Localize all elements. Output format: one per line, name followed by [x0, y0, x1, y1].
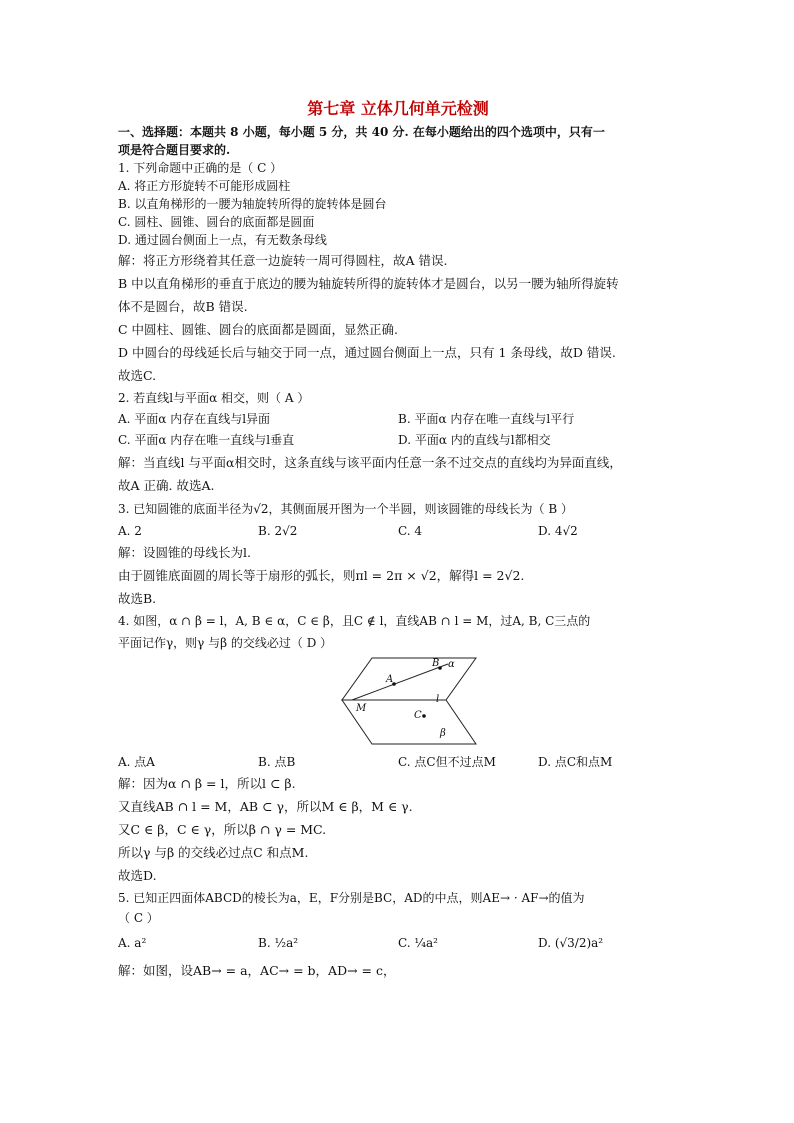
q3-option-c: C. 4: [398, 524, 423, 538]
q4-solution-line: 又直线AB ∩ l = M，AB ⊂ γ，所以M ∈ β，M ∈ γ.: [118, 799, 413, 814]
q1-solution-line: B 中以直角梯形的垂直于底边的腰为轴旋转所得的旋转体才是圆台，以另一腰为轴所得旋转: [118, 276, 619, 291]
q2-options-row: [118, 409, 678, 430]
q4-solution-line: 又C ∈ β，C ∈ γ，所以β ∩ γ = MC.: [118, 822, 327, 837]
q1-option-b: B. 以直角梯形的一腰为轴旋转所得的旋转体是圆台: [118, 197, 387, 211]
section-heading-cont: 项是符合题目要求的.: [118, 143, 231, 157]
q1-solution-line: D 中圆台的母线延长后与轴交于同一点，通过圆台侧面上一点，只有 1 条母线，故D 错误.: [118, 345, 616, 360]
q2-option-a: A. 平面α 内存在直线与l异面: [118, 412, 271, 426]
line-ab: [352, 664, 448, 700]
dihedral-planes-figure: [340, 656, 480, 746]
document-page: [118, 96, 678, 982]
q2-stem: 2. 若直线l与平面α 相交，则（ A ）: [118, 391, 310, 405]
q4-option-c: C. 点C但不过点M: [398, 755, 496, 769]
q3-options-row: [118, 521, 678, 541]
q3-solution-line: 由于圆锥底面圆的周长等于扇形的弧长，则πl = 2π × √2，解得l = 2√2.: [118, 568, 525, 583]
q3-option-a: A. 2: [118, 524, 142, 538]
q2-option-b: B. 平面α 内存在唯一直线与l平行: [398, 412, 575, 426]
q1-option-d: D. 通过圆台侧面上一点，有无数条母线: [118, 233, 327, 247]
q5-option-d: D. (√3/2)a²: [538, 936, 604, 950]
q4-option-a: A. 点A: [118, 755, 155, 769]
q1-option-a: A. 将正方形旋转不可能形成圆柱: [118, 179, 291, 193]
q2-solution: [118, 451, 678, 497]
q5-solution: 解：如图，设AB→ = a，AC→ = b，AD→ = c，: [118, 963, 396, 978]
q5-options-row: [118, 927, 678, 959]
q2-option-c: C. 平面α 内存在唯一直线与l垂直: [118, 433, 295, 447]
q5-option-a: A. a²: [118, 936, 147, 950]
point-c-dot: [422, 714, 426, 718]
q4-stem: 4. 如图，α ∩ β = l，A, B ∈ α，C ∈ β，且C ∉ l，直线AB ∩ l = M，过A, B, C三点的: [118, 614, 591, 628]
q3-option-d: D. 4√2: [538, 524, 578, 538]
q1-stem: 1. 下列命题中正确的是（ C ）: [118, 161, 283, 175]
q3-solution-line: 解：设圆锥的母线长为l.: [118, 545, 251, 560]
q2-solution-line: 故A 正确. 故选A.: [118, 478, 215, 493]
q4-solution-line: 解：因为α ∩ β = l，所以l ⊂ β.: [118, 776, 296, 791]
label-m: M: [356, 703, 367, 714]
q4-options-row: [118, 752, 678, 772]
q1-solution-line: C 中圆柱、圆锥、圆台的底面都是圆面，显然正确.: [118, 322, 399, 337]
q2-option-d: D. 平面α 内的直线与l都相交: [398, 433, 551, 447]
q3-solution: [118, 541, 678, 610]
q2-solution-line: 解：当直线l 与平面α相交时，这条直线与该平面内任意一条不过交点的直线均为异面直线，: [118, 455, 622, 470]
label-b: B: [432, 658, 440, 669]
q5-option-b: B. ½a²: [258, 936, 299, 950]
q1-solution-line: 解：将正方形绕着其任意一边旋转一周可得圆柱，故A 错误.: [118, 253, 448, 268]
q1-option-c: C. 圆柱、圆锥、圆台的底面都是圆面: [118, 215, 315, 229]
q1-solution-line: 体不是圆台，故B 错误.: [118, 299, 248, 314]
q3-option-b: B. 2√2: [258, 524, 298, 538]
q4-option-b: B. 点B: [258, 755, 296, 769]
label-l: l: [436, 694, 440, 705]
q1-solution-line: 故选C.: [118, 368, 157, 383]
q4-stem-cont: 平面记作γ，则γ 与β 的交线必过（ D ）: [118, 636, 333, 650]
label-c: C: [414, 710, 422, 721]
q5-option-c: C. ¼a²: [398, 936, 438, 950]
label-beta: β: [440, 728, 446, 739]
q4-option-d: D. 点C和点M: [538, 755, 613, 769]
q3-solution-line: 故选B.: [118, 591, 157, 606]
page-title: 第七章 立体几何单元检测: [307, 99, 489, 118]
q1-solution: [118, 249, 678, 387]
q3-stem: 3. 已知圆锥的底面半径为√2，其侧面展开图为一个半圆，则该圆锥的母线长为（ B ）: [118, 502, 573, 516]
label-a: A: [386, 674, 394, 685]
q4-solution: [118, 772, 678, 887]
label-alpha: α: [448, 659, 455, 670]
q5-stem: 5. 已知正四面体ABCD的棱长为a，E，F分别是BC，AD的中点，则AE→ · AF→的值为: [118, 891, 585, 905]
q4-solution-line: 所以γ 与β 的交线必过点C 和点M.: [118, 845, 309, 860]
q5-stem-cont: （ C ）: [118, 911, 159, 925]
section-heading: 一、选择题：本题共 8 小题，每小题 5 分，共 40 分. 在每小题给出的四个选项中，只有一: [118, 125, 605, 139]
q4-solution-line: 故选D.: [118, 868, 157, 883]
q2-options-row: [118, 430, 678, 451]
